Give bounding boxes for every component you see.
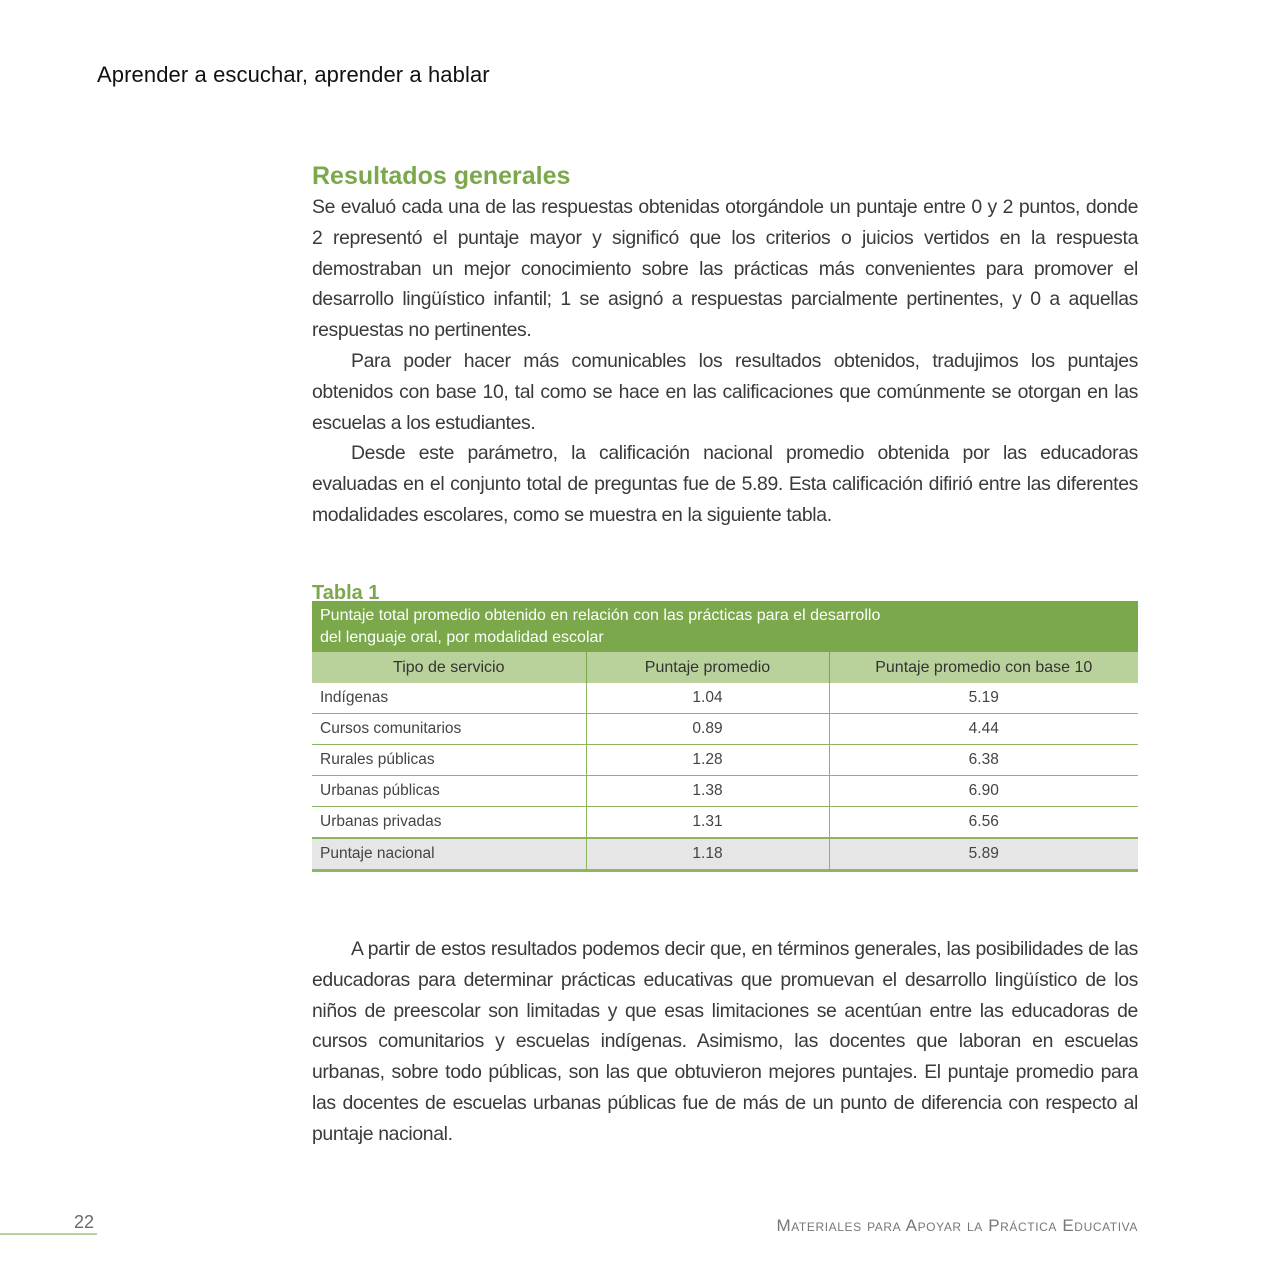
cell-service: Indígenas <box>320 689 389 706</box>
cell-score-base10: 4.44 <box>829 714 1138 745</box>
cell-score-base10: 6.90 <box>829 776 1138 807</box>
table-label: Tabla 1 <box>312 583 380 601</box>
running-header-title: Aprender a escuchar, aprender a hablar <box>97 62 490 87</box>
cell-score-base10: 5.19 <box>829 683 1138 714</box>
table-1 <box>312 583 1138 872</box>
cell-score: 1.38 <box>586 776 829 807</box>
cell-score-base10: 6.56 <box>829 807 1138 839</box>
cell-service: Urbanas públicas <box>312 776 586 807</box>
cell-score: 1.18 <box>586 838 829 871</box>
cell-score: 1.31 <box>586 807 829 839</box>
header-average-score: Puntaje promedio <box>586 652 829 683</box>
paragraph-3: Desde este parámetro, la calificación nacional promedio obtenida por las educadoras evaluadas en el conjunto total de preguntas fue de 5.89. Esta calificación difirió entre las diferentes modalidades escolares, como se muestra en la siguiente tabla. <box>312 442 1138 526</box>
page-number: 22 <box>74 1212 95 1232</box>
cell-score: 0.89 <box>586 714 829 745</box>
section-title: Resultados generales <box>312 162 571 190</box>
cell-service: Urbanas privadas <box>312 807 586 839</box>
table-caption-line-2: del lenguaje oral, por modalidad escolar <box>320 629 604 646</box>
table-row <box>312 745 1138 776</box>
table-caption-line-1: Puntaje total promedio obtenido en relación con las prácticas para el desarrollo <box>320 607 881 624</box>
cell-score-base10: 5.89 <box>829 838 1138 871</box>
conclusion-paragraph: A partir de estos resultados podemos decir que, en términos generales, las posibilidades de las educadoras para determinar prácticas educativas que promuevan el desarrollo lingüístico de los niños de preescolar son limitadas y que esas limitaciones se acentúan entre las educadoras de cursos comunitarios y escuelas indígenas. Asimismo, las docentes que laboran en escuelas urbanas, sobre todo públicas, son las que obtuvieron mejores puntajes. El puntaje promedio para las docentes de escuelas urbanas públicas fue de más de un punto de diferencia con respecto al puntaje nacional. <box>312 938 1138 1145</box>
table-row <box>312 776 1138 807</box>
paragraph-1: Se evaluó cada una de las respuestas obtenidas otorgándole un puntaje entre 0 y 2 puntos, donde 2 representó el puntaje mayor y significó que los criterios o juicios vertidos en la respuesta demostraban un mejor conocimiento sobre las prácticas más convenientes para promover el desarrollo lingüístico infantil; 1 se asignó a respuestas parcialmente pertinentes, y 0 a aquellas respuestas no pertinentes. <box>312 196 1138 342</box>
cell-service: Cursos comunitarios <box>312 714 586 745</box>
table-header-row <box>312 652 1138 683</box>
table-caption <box>312 601 1138 652</box>
table-row <box>312 807 1138 839</box>
table-row <box>312 683 1138 714</box>
cell-score: 1.04 <box>586 683 829 714</box>
table-row-national-total <box>312 838 1138 871</box>
cell-score: 1.28 <box>586 745 829 776</box>
conclusion-section <box>312 934 1138 1150</box>
footer-rule <box>0 1233 97 1235</box>
cell-service: Puntaje nacional <box>312 838 586 871</box>
cell-service: Rurales públicas <box>312 745 586 776</box>
header-service-type: Tipo de servicio <box>312 652 586 683</box>
paragraph-2: Para poder hacer más comunicables los resultados obtenidos, tradujimos los puntajes obtenidos con base 10, tal como se hace en las calificaciones que comúnmente se otorgan en las escuelas a los estudiantes. <box>312 349 1138 434</box>
header-average-score-base-10: Puntaje promedio con base 10 <box>829 652 1138 683</box>
table-row <box>312 714 1138 745</box>
scores-table <box>312 652 1138 872</box>
results-section <box>312 160 1138 531</box>
cell-score-base10: 6.38 <box>829 745 1138 776</box>
footer-series-title: Materiales para Apoyar la Práctica Educativa <box>776 1216 1138 1235</box>
